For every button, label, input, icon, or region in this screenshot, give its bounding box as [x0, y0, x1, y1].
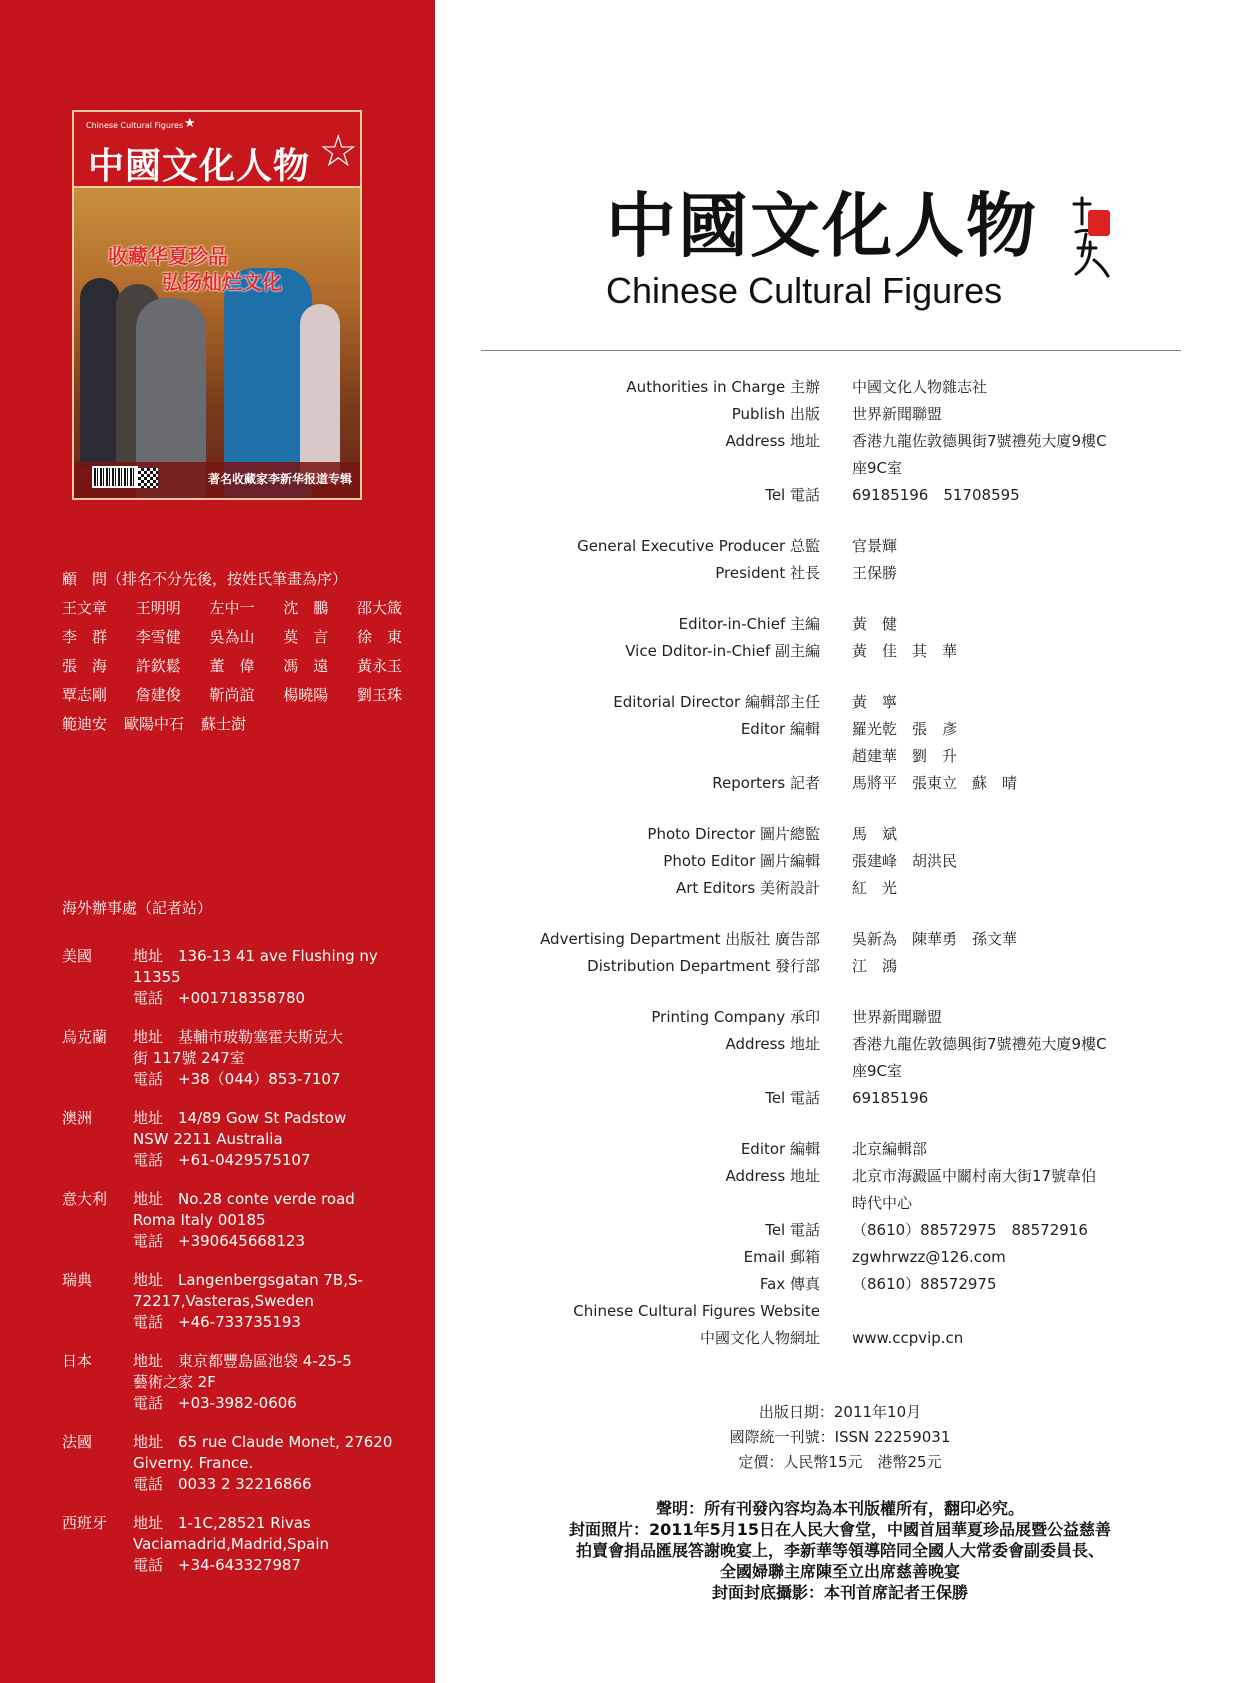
- office-line: 電話 0033 2 32216866: [133, 1475, 312, 1493]
- cover-headline-1: 收藏华夏珍品: [108, 244, 228, 268]
- info-label: Editor 編輯: [740, 1140, 820, 1158]
- advisor-name: 詹建俊: [135, 686, 181, 704]
- info-value: 馬將平 張東立 蘇 晴: [852, 774, 1018, 792]
- masthead: [590, 170, 1150, 330]
- info-value: 張建峰 胡洪民: [852, 852, 958, 870]
- info-row: [470, 875, 1230, 902]
- info-group-gap: [470, 902, 1230, 926]
- notice-line: 聲明：所有刊發內容均為本刊版權所有，翻印必究。: [655, 1499, 1024, 1518]
- info-label: Address 地址: [725, 1035, 820, 1053]
- advisor-name: 楊曉陽: [283, 686, 329, 704]
- info-label: Photo Editor 圖片編輯: [663, 852, 820, 870]
- info-row: [470, 1217, 1230, 1244]
- cover-footer: [74, 462, 360, 498]
- info-row: [470, 560, 1230, 587]
- info-value: 黃 佳 其 華: [852, 642, 958, 660]
- info-value: 王保勝: [852, 564, 898, 582]
- info-row: [470, 1058, 1230, 1085]
- info-row: [470, 455, 1230, 482]
- cover-english-title: Chinese Cultural Figures: [86, 121, 184, 130]
- cover-chinese-title: 中國文化人物: [88, 145, 311, 187]
- info-value: 座9C室: [852, 1062, 903, 1080]
- advisor-name: 張 海: [62, 657, 108, 675]
- cover-headline-2: 弘扬灿烂文化: [162, 270, 282, 294]
- advisor-name: 李雪健: [135, 628, 181, 646]
- cover-header: [74, 112, 360, 188]
- info-label: Art Editors 美術設計: [675, 879, 820, 897]
- advisor-name: 範迪安: [62, 715, 108, 733]
- info-value: （8610）88572975 88572916: [852, 1221, 1088, 1239]
- info-label: [470, 743, 820, 770]
- office-entry: [62, 1108, 402, 1171]
- left-red-column: [0, 0, 435, 1683]
- info-value: 吳新為 陳華勇 孫文華: [852, 930, 1018, 948]
- info-label: Tel 電話: [765, 1221, 820, 1239]
- info-label: Publish 出版: [731, 405, 820, 423]
- info-label: Editor 編輯: [740, 720, 820, 738]
- office-line: 地址 14/89 Gow St Padstow: [133, 1109, 347, 1127]
- copyright-notice: [470, 1498, 1210, 1603]
- info-value: 中國文化人物雜志社: [852, 378, 988, 396]
- info-label: Reporters 記者: [712, 774, 820, 792]
- info-label: Authorities in Charge 主辦: [626, 378, 820, 396]
- notice-line: 封面封底攝影：本刊首席記者王保勝: [711, 1583, 968, 1602]
- masthead-divider: [481, 350, 1181, 351]
- advisor-name: 蘇士澍: [201, 715, 247, 733]
- info-value: 黃 健: [852, 615, 898, 633]
- info-label: Address 地址: [725, 432, 820, 450]
- office-line: 地址 1-1C,28521 Rivas: [133, 1514, 311, 1532]
- info-label: Tel 電話: [765, 1089, 820, 1107]
- advisor-name: 馮 遠: [283, 657, 329, 675]
- advisor-name: 李 群: [62, 628, 108, 646]
- info-row: [470, 770, 1230, 797]
- info-row: [470, 1136, 1230, 1163]
- office-details: [133, 1027, 402, 1090]
- advisor-name: 靳尚誼: [209, 686, 255, 704]
- office-details: [133, 1432, 402, 1495]
- office-details: [133, 1108, 402, 1171]
- info-row: [470, 638, 1230, 665]
- info-value: 江 鴻: [852, 957, 898, 975]
- advisor-name: 吳為山: [209, 628, 255, 646]
- cover-photo: [74, 188, 360, 500]
- info-label: General Executive Producer 总監: [577, 537, 820, 555]
- cover-figure-5: [300, 304, 340, 484]
- cover-thumbnail: [72, 110, 362, 500]
- info-row: [470, 1325, 1230, 1352]
- info-label: Editorial Director 編輯部主任: [613, 693, 820, 711]
- info-value: 69185196 51708595: [852, 486, 1020, 504]
- office-entry: [62, 1351, 402, 1414]
- info-group-gap: [470, 587, 1230, 611]
- advisors-list: [62, 598, 402, 743]
- info-value: 馬 斌: [852, 825, 898, 843]
- info-label: [470, 1058, 820, 1085]
- office-line: 電話 +390645668123: [133, 1232, 306, 1250]
- office-country: 西班牙: [62, 1514, 108, 1532]
- info-value: 趙建華 劉 升: [852, 747, 958, 765]
- advisor-name: 莫 言: [283, 628, 329, 646]
- info-row: [470, 533, 1230, 560]
- office-line: 地址 136-13 41 ave Flushing ny: [133, 947, 378, 965]
- advisors-title: 顧 問（排名不分先後，按姓氏筆畫為序）: [62, 570, 348, 588]
- info-group-gap: [470, 665, 1230, 689]
- office-details: [133, 946, 402, 1009]
- masthead-english-title: Chinese Cultural Figures: [606, 270, 1003, 311]
- advisor-name: 沈 鵬: [283, 599, 329, 617]
- advisor-row: [62, 656, 402, 685]
- info-group-gap: [470, 797, 1230, 821]
- info-label: Address 地址: [725, 1167, 820, 1185]
- info-label: Editor-in-Chief 主編: [678, 615, 820, 633]
- advisor-row: [62, 627, 402, 656]
- info-row: [470, 926, 1230, 953]
- office-entry: [62, 1027, 402, 1090]
- info-label: Vice Dditor-in-Chief 副主編: [625, 642, 820, 660]
- info-value: www.ccpvip.cn: [852, 1329, 964, 1347]
- info-label: President 社長: [715, 564, 820, 582]
- office-line: 地址 65 rue Claude Monet, 27620: [133, 1433, 393, 1451]
- advisor-name: 徐 東: [356, 628, 402, 646]
- info-value: 時代中心: [852, 1194, 913, 1212]
- office-line: 電話 +34-643327987: [133, 1556, 301, 1574]
- info-label: [470, 1190, 820, 1217]
- info-label: Chinese Cultural Figures Website: [573, 1302, 820, 1320]
- info-label: Distribution Department 發行部: [587, 957, 820, 975]
- office-line: 地址 東京都豐島區池袋 4-25-5: [133, 1352, 352, 1370]
- advisor-name: 歐陽中石: [124, 715, 185, 733]
- info-row: [470, 428, 1230, 455]
- cover-tagline: 著名收藏家李新华报道专辑: [207, 472, 352, 486]
- info-row: [470, 1031, 1230, 1058]
- offices-title: 海外辦事處（記者站）: [62, 899, 213, 917]
- info-label: Advertising Department 出版社 廣告部: [540, 930, 820, 948]
- office-line: 電話 +001718358780: [133, 989, 306, 1007]
- office-entry: [62, 1432, 402, 1495]
- office-country: 澳洲: [62, 1109, 93, 1127]
- offices-section: [62, 897, 402, 1594]
- info-label: Fax 傳真: [759, 1275, 820, 1293]
- barcode-icon: [92, 466, 138, 488]
- office-line: 地址 No.28 conte verde road: [133, 1190, 355, 1208]
- advisor-row: [62, 598, 402, 627]
- info-value: 官景輝: [852, 537, 898, 555]
- office-line: 地址 基輔市玻勒塞霍夫斯克大: [133, 1028, 344, 1046]
- info-row: [470, 953, 1230, 980]
- cover-figure-1: [80, 278, 120, 468]
- info-row: [470, 1190, 1230, 1217]
- staff-info-list: [470, 374, 1230, 1352]
- notice-line: 封面照片：2011年5月15日在人民大會堂，中國首屆華夏珍品展暨公益慈善: [569, 1520, 1111, 1539]
- info-row: [470, 1244, 1230, 1271]
- info-value: zgwhrwzz@126.com: [852, 1248, 1006, 1266]
- advisor-name: 邵大箴: [356, 599, 402, 617]
- advisor-row: [62, 714, 402, 743]
- advisor-name: 覃志剛: [62, 686, 108, 704]
- red-seal-icon: [1088, 210, 1110, 236]
- office-entry: [62, 1189, 402, 1252]
- office-line: 電話 +03-3982-0606: [133, 1394, 297, 1412]
- info-row: [470, 1163, 1230, 1190]
- publication-date: 出版日期：2011年10月: [758, 1403, 922, 1421]
- info-value: 北京編輯部: [852, 1140, 928, 1158]
- info-value: 世界新聞聯盟: [852, 405, 943, 423]
- info-group-gap: [470, 980, 1230, 1004]
- office-country: 瑞典: [62, 1271, 93, 1289]
- office-details: [133, 1270, 402, 1333]
- office-entry: [62, 1270, 402, 1333]
- info-row: [470, 1004, 1230, 1031]
- info-label: Tel 電話: [765, 486, 820, 504]
- office-details: [133, 1513, 402, 1576]
- info-row: [470, 848, 1230, 875]
- office-details: [133, 1189, 402, 1252]
- office-country: 法國: [62, 1433, 93, 1451]
- office-line: 電話 +61-0429575107: [133, 1151, 311, 1169]
- info-value: 紅 光: [852, 879, 898, 897]
- advisor-name: 黃永玉: [356, 657, 402, 675]
- info-value: 69185196: [852, 1089, 929, 1107]
- advisor-name: 王明明: [135, 599, 181, 617]
- info-value: 黃 寧: [852, 693, 898, 711]
- advisor-name: 劉玉珠: [356, 686, 402, 704]
- office-line: Vaciamadrid,Madrid,Spain: [133, 1535, 330, 1553]
- info-value: 北京市海澱區中關村南大街17號韋伯: [852, 1167, 1097, 1185]
- advisor-row: [62, 685, 402, 714]
- info-label: Photo Director 圖片總監: [647, 825, 820, 843]
- info-row: [470, 689, 1230, 716]
- office-country: 烏克蘭: [62, 1028, 108, 1046]
- advisors-section: [62, 569, 402, 743]
- info-label: Email 郵箱: [743, 1248, 820, 1266]
- office-country: 日本: [62, 1352, 93, 1370]
- info-label: Printing Company 承印: [651, 1008, 820, 1026]
- info-value: 香港九龍佐敦德興街7號禮苑大廈9樓C: [852, 1035, 1107, 1053]
- info-row: [470, 1271, 1230, 1298]
- office-details: [133, 1351, 402, 1414]
- qr-code-icon: [138, 468, 158, 488]
- office-entry: [62, 946, 402, 1009]
- info-row: [470, 611, 1230, 638]
- info-row: [470, 821, 1230, 848]
- office-line: 電話 +38（044）853-7107: [133, 1070, 341, 1088]
- info-value: 世界新聞聯盟: [852, 1008, 943, 1026]
- big-star-icon: ☆: [318, 126, 358, 177]
- office-line: Roma Italy 00185: [133, 1211, 266, 1229]
- offices-list: [62, 946, 402, 1576]
- advisor-name: 王文章: [62, 599, 108, 617]
- info-value: （8610）88572975: [852, 1275, 997, 1293]
- info-row: [470, 482, 1230, 509]
- advisor-name: 許欽鬆: [135, 657, 181, 675]
- office-entry: [62, 1513, 402, 1576]
- office-line: 藝術之家 2F: [133, 1373, 216, 1391]
- info-label: [470, 455, 820, 482]
- office-country: 意大利: [62, 1190, 108, 1208]
- office-line: 72217,Vasteras,Sweden: [133, 1292, 314, 1310]
- info-group-gap: [470, 509, 1230, 533]
- notice-line: 拍賣會捐品匯展答謝晚宴上，李新華等領導陪同全國人大常委會副委員長、: [575, 1541, 1104, 1560]
- masthead-chinese-title: 中國文化人物: [606, 184, 1038, 267]
- office-line: 地址 Langenbergsgatan 7B,S-: [133, 1271, 363, 1289]
- small-star-icon: ★: [184, 116, 196, 131]
- calligraphy-signature-icon: [1068, 194, 1112, 280]
- info-row: [470, 1085, 1230, 1112]
- info-group-gap: [470, 1112, 1230, 1136]
- publication-issn: 國際統一刊號：ISSN 22259031: [729, 1428, 951, 1446]
- notice-line: 全國婦聯主席陳至立出席慈善晚宴: [719, 1562, 960, 1581]
- info-value: 羅光乾 張 彥: [852, 720, 958, 738]
- office-country: 美國: [62, 947, 93, 965]
- info-row: [470, 1298, 1230, 1325]
- publication-price: 定價：人民幣15元 港幣25元: [738, 1453, 942, 1471]
- info-row: [470, 401, 1230, 428]
- office-line: NSW 2211 Australia: [133, 1130, 283, 1148]
- info-row: [470, 374, 1230, 401]
- info-label: 中國文化人物網址: [699, 1329, 820, 1347]
- office-line: 街 117號 247室: [133, 1049, 245, 1067]
- office-line: 電話 +46-733735193: [133, 1313, 301, 1331]
- info-value: 座9C室: [852, 459, 903, 477]
- advisor-name: 左中一: [209, 599, 255, 617]
- office-line: 11355: [133, 968, 181, 986]
- info-value: 香港九龍佐敦德興街7號禮苑大廈9樓C: [852, 432, 1107, 450]
- advisor-name: 董 偉: [209, 657, 255, 675]
- info-row: [470, 743, 1230, 770]
- info-row: [470, 716, 1230, 743]
- publication-info: [470, 1400, 1210, 1475]
- office-line: Giverny. France.: [133, 1454, 254, 1472]
